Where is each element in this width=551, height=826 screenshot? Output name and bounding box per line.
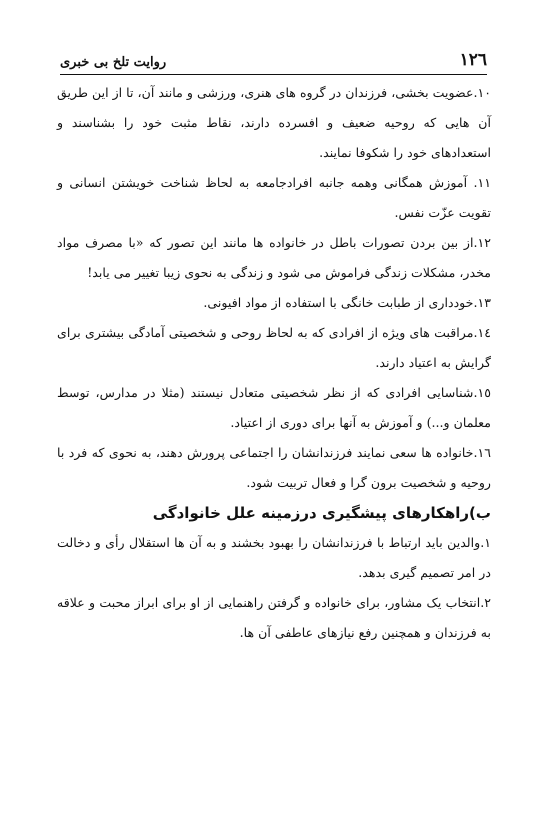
paragraph-item-14: ١٤.مراقبت های ویژه از افرادی که به لحاظ روحی و شخصیتی آمادگی بیشتری برای گرایش به اعتیاد دارند.: [57, 325, 491, 370]
running-title: روایت تلخ بی خبری: [60, 55, 167, 70]
paragraph-item-16: ١٦.خانواده ها سعی نمایند فرزندانشان را اجتماعی پرورش دهند، به نحوی که فرد با روحیه و شخصیت برون گرا و فعال تربیت شود.: [57, 445, 491, 490]
paragraph-item-10: ١٠.عضویت بخشی، فرزندان در گروه های هنری، ورزشی و مانند آن، تا از این طریق آن هایی که روحیه ضعیف و افسرده دارند، نقاط مثبت خود را بشناسند و استعدادهای خود را شکوفا نمایند.: [57, 85, 491, 160]
paragraph-item-12: ١٢.از بین بردن تصورات باطل در خانواده ها مانند این تصور که «با مصرف مواد مخدر، مشکلات زندگی فراموش می شود و زندگی به نحوی زیبا تغییر می یابد!: [57, 235, 491, 280]
page-number: ١٢٦: [459, 50, 487, 70]
header-divider: [60, 74, 487, 75]
paragraph-item-11: ١١. آموزش همگانی وهمه جانبه افرادجامعه به لحاظ شناخت خویشتن انسانی و تقویت عزّت نفس.: [57, 175, 491, 220]
page-body: [57, 78, 491, 648]
section-heading: ب)راهکارهای پیشگیری درزمینه علل خانوادگی: [152, 504, 491, 522]
page-header: [60, 44, 487, 70]
paragraph-item-b1: ١.والدین باید ارتباط با فرزندانشان را بهبود بخشند و به آن ها استقلال رأی و دخالت در امر تصمیم گیری بدهد.: [57, 535, 491, 580]
paragraph-item-13: ١٣.خودداری از طبابت خانگی با استفاده از مواد افیونی.: [203, 295, 491, 310]
paragraph-item-b2: ٢.انتخاب یک مشاور، برای خانواده و گرفتن راهنمایی از او برای ابراز محبت و علاقه به فرزندان و همچنین رفع نیازهای عاطفی آن ها.: [57, 595, 491, 640]
paragraph-item-15: ١٥.شناسایی افرادی که از نظر شخصیتی متعادل نیستند (مثلا در مدارس، توسط معلمان و...) و آموزش به آنها برای دوری از اعتیاد.: [57, 385, 491, 430]
